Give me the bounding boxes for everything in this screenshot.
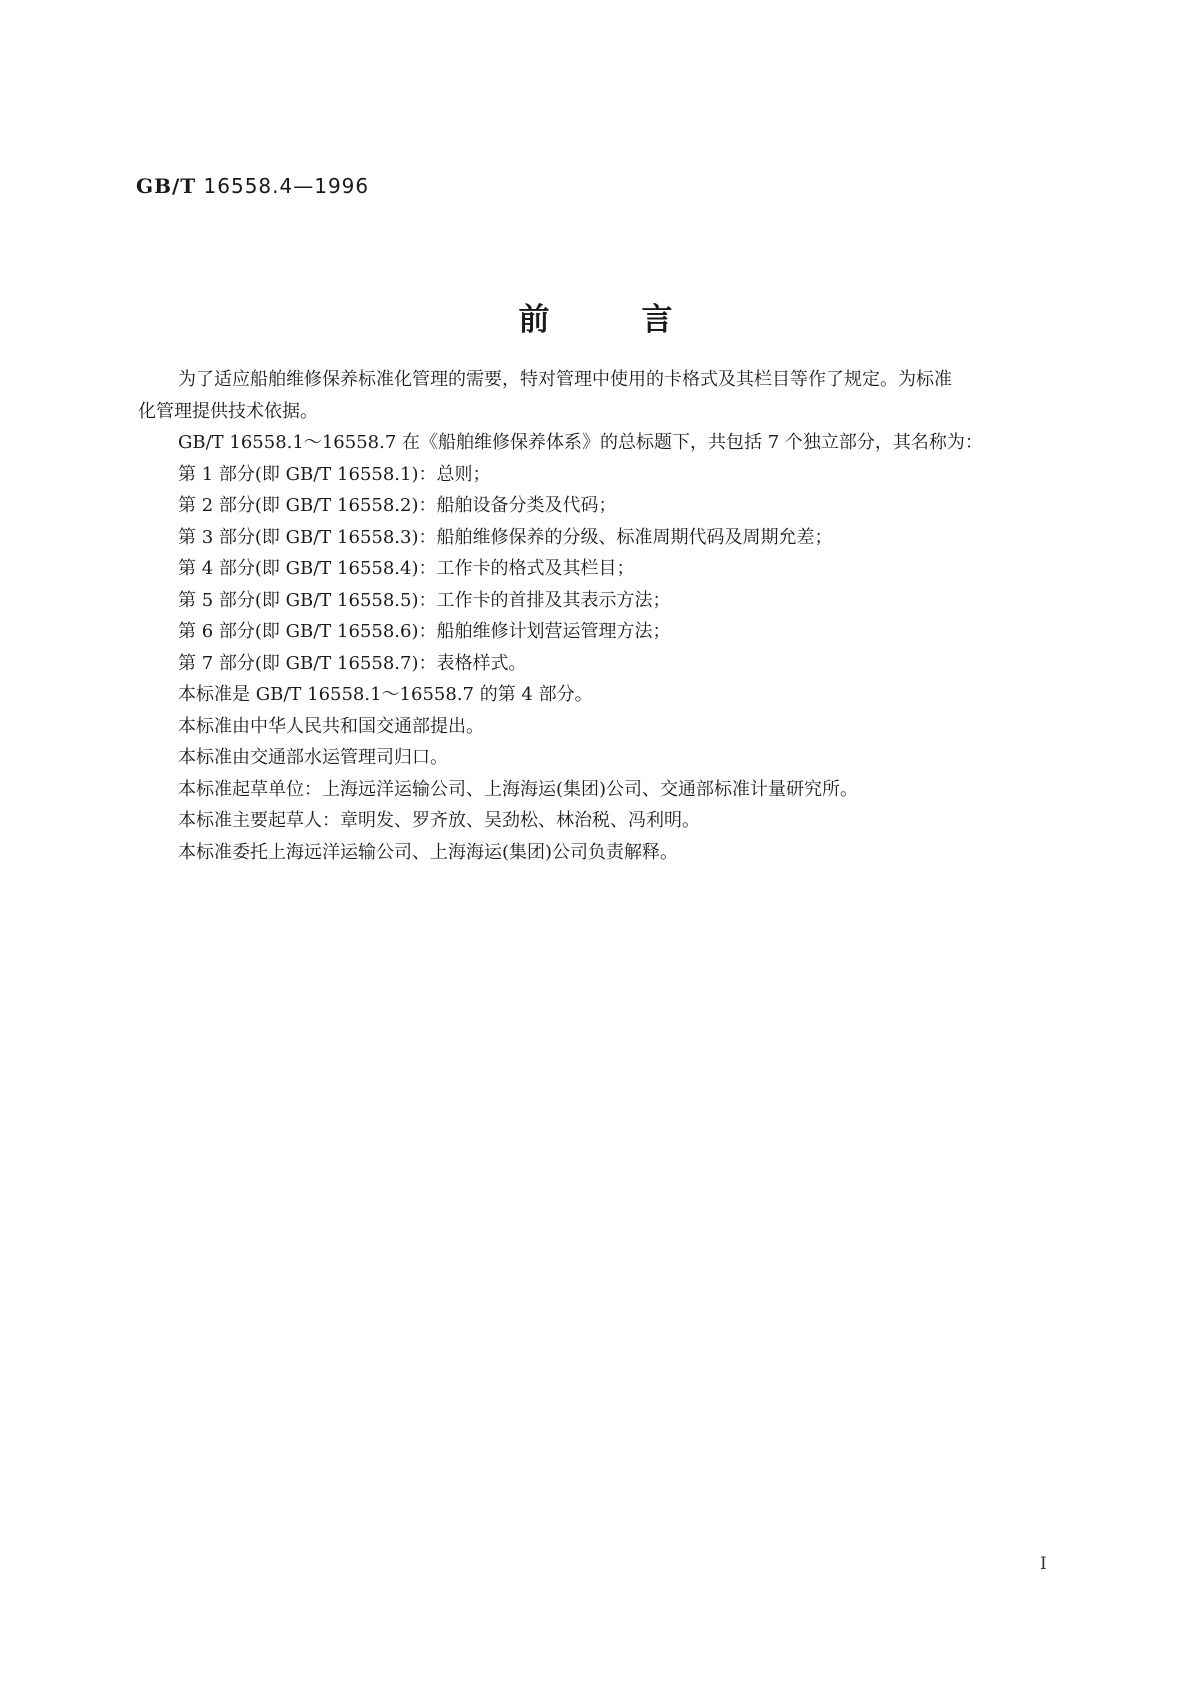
intro-line-2: 化管理提供技术依据。: [138, 400, 318, 422]
standard-number: 16558.4—1996: [196, 174, 370, 198]
paragraph-4: 第 4 部分(即 GB/T 16558.4)：工作卡的格式及其栏目；: [178, 558, 635, 579]
page-number: I: [1040, 1554, 1047, 1574]
standard-code: [136, 174, 369, 198]
page-title: [0, 294, 1191, 339]
paragraph-10: 本标准由交通部水运管理司归口。: [178, 747, 448, 768]
paragraph-2: 第 2 部分(即 GB/T 16558.2)：船舶设备分类及代码；: [178, 495, 617, 516]
paragraph-1: 第 1 部分(即 GB/T 16558.1)：总则；: [178, 463, 491, 485]
paragraph-5: 第 5 部分(即 GB/T 16558.5)：工作卡的首排及其表示方法；: [178, 589, 671, 611]
paragraph-9: 本标准由中华人民共和国交通部提出。: [178, 715, 484, 737]
paragraph-7: 第 7 部分(即 GB/T 16558.7)：表格样式。: [178, 652, 527, 674]
intro-line-1: 为了适应船舶维修保养标准化管理的需要，特对管理中使用的卡格式及其栏目等作了规定。为标准: [178, 369, 952, 390]
title-char-1: 前: [518, 302, 550, 338]
paragraph-12: 本标准主要起草人：章明发、罗齐放、吴劲松、林治税、冯利明。: [178, 810, 700, 831]
paragraph-11: 本标准起草单位：上海远洋运输公司、上海海运(集团)公司、交通部标准计量研究所。: [178, 778, 859, 800]
foreword-body: [138, 364, 1078, 868]
intro-paragraph: [138, 364, 1078, 427]
paragraph-13: 本标准委托上海远洋运输公司、上海海运(集团)公司负责解释。: [178, 841, 679, 863]
title-char-2: 言: [641, 302, 673, 338]
paragraph-8: 本标准是 GB/T 16558.1～16558.7 的第 4 部分。: [178, 684, 593, 705]
paragraph-3: 第 3 部分(即 GB/T 16558.3)：船舶维修保养的分级、标准周期代码及周期允差；: [178, 526, 833, 548]
paragraph-0: GB/T 16558.1～16558.7 在《船舶维修保养体系》的总标题下，共包括 7 个独立部分，其名称为：: [178, 432, 983, 453]
paragraph-6: 第 6 部分(即 GB/T 16558.6)：船舶维修计划营运管理方法；: [178, 621, 671, 642]
standard-prefix: GB/T: [136, 174, 197, 198]
